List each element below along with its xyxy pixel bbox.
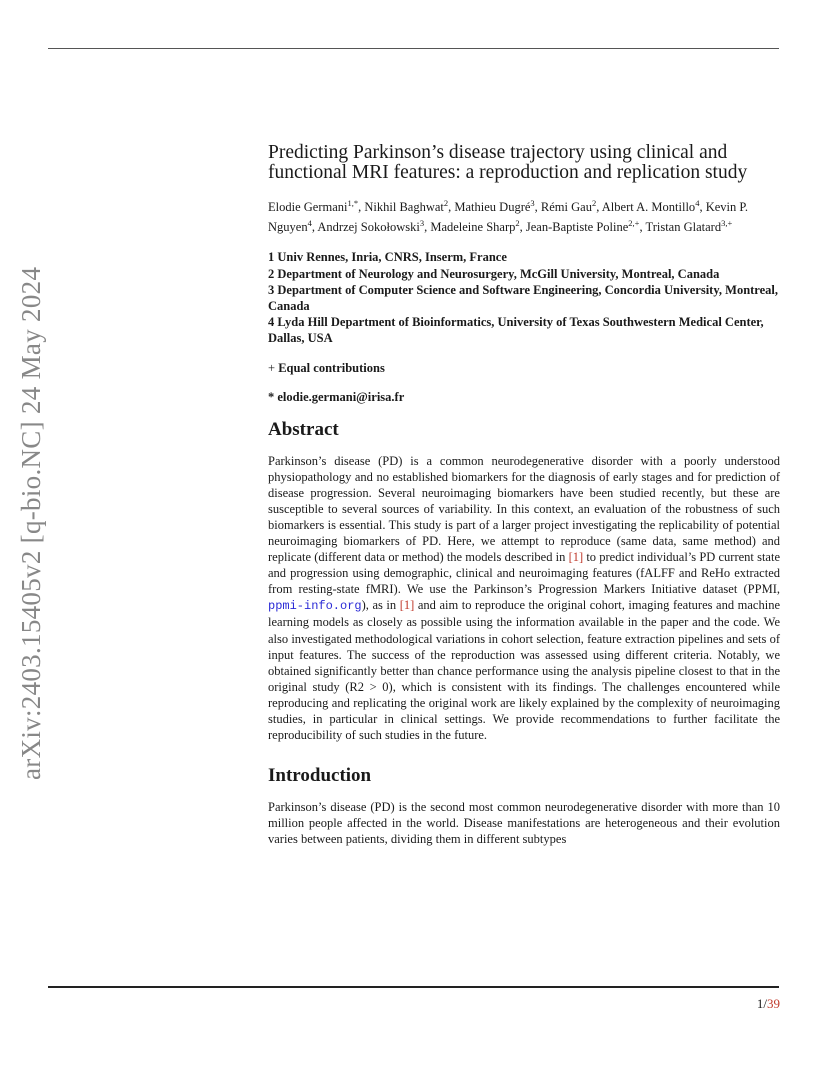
introduction-body: Parkinson’s disease (PD) is the second most common neurodegenerative disorder with more than 10 million people affected in the world. Disease manifestations are heterogeneous and their evolution varies between patients, dividing them in different subtypes xyxy=(268,800,780,847)
corresponding-author-note xyxy=(268,390,780,405)
author-affiliation-marker: 4 xyxy=(307,218,312,229)
author-affiliation-marker: 3 xyxy=(419,218,425,229)
citation-link[interactable]: [1] xyxy=(399,598,415,613)
author-name: Tristan Glatard xyxy=(645,220,722,235)
affiliation-2: 2 Department of Neurology and Neurosurgery, McGill University, Montreal, Canada xyxy=(268,266,720,281)
abstract-text-4: and aim to reproduce the original cohort, imaging features and machine learning models as closely as possible using the information available in the paper and the code. We also investigated methodological variations in cohort selection, feature extraction pipelines and sets of input features. The success of the reproduction was assessed using different criteria. Notably, we obtained significantly better than chance performance using the analysis pipeline closest to that in the original study (R2 > 0), which is consistent with its findings. The challenges encountered while reproducing and replicating the original work are likely explained by the complexity of neuroimaging studies, in particular in clinical settings. We provide recommendations to further facilitate the reproducibility of such studies in the future. xyxy=(268,598,780,743)
affiliations xyxy=(268,249,780,346)
abstract-text-1: Parkinson’s disease (PD) is a common neurodegenerative disorder with a poorly understood physiopathology and no established biomarkers for the diagnosis of early stages and for prediction of disease progression. Several neuroimaging biomarkers have been studied recently, but these are susceptible to several sources of variability. In this context, an evaluation of the robustness of such biomarkers is essential. This study is part of a larger project investigating the replicability of potential neuroimaging biomarkers of PD. Here, we attempt to reproduce (same data, same method) and replicate (different data or method) the models described in xyxy=(268,453,780,565)
author-affiliation-marker: 3 xyxy=(530,198,535,208)
author-name: Jean-Baptiste Poline xyxy=(525,220,629,235)
author-name: Kevin P. Nguyen xyxy=(268,200,749,235)
author-name: Nikhil Baghwat xyxy=(364,200,444,215)
citation-link[interactable]: [1] xyxy=(568,550,584,565)
affiliation-3: 3 Department of Computer Science and Software Engineering, Concordia University, Montreal, Canada xyxy=(268,282,779,313)
page-number xyxy=(757,996,780,1012)
author-affiliation-marker: 2,+ xyxy=(628,218,640,229)
author-name: Madeleine Sharp xyxy=(430,220,516,235)
author-affiliation-marker: 1,* xyxy=(347,198,359,208)
bottom-rule xyxy=(48,986,779,988)
author-name: Albert A. Montillo xyxy=(601,200,696,215)
page-total-link[interactable]: 39 xyxy=(767,996,780,1011)
paper-front-page xyxy=(268,143,780,870)
abstract-body xyxy=(268,453,780,744)
page-current: 1/ xyxy=(756,996,767,1011)
arxiv-sidebar-stamp: arXiv:2403.15405v2 [q-bio.NC] 24 May 2024 xyxy=(16,266,46,780)
corresponding-email[interactable]: elodie.germani@irisa.fr xyxy=(277,389,405,404)
equal-contrib-symbol: + xyxy=(268,360,276,375)
paper-title: Predicting Parkinson’s disease trajectory using clinical and functional MRI features: a reproduction and replication study xyxy=(268,142,748,183)
author-affiliation-marker: 2 xyxy=(443,198,449,208)
author-affiliation-marker: 3,+ xyxy=(721,218,733,229)
author-name: Elodie Germani xyxy=(268,200,348,215)
author-name: Rémi Gau xyxy=(540,200,592,215)
ppmi-link[interactable]: ppmi-info.org xyxy=(268,599,362,614)
equal-contributions-note xyxy=(268,361,780,376)
author-name: Mathieu Dugré xyxy=(454,200,531,215)
equal-contrib-text: Equal contributions xyxy=(278,360,385,375)
affiliation-1: 1 Univ Rennes, Inria, CNRS, Inserm, France xyxy=(268,250,507,265)
author-affiliation-marker: 2 xyxy=(515,218,520,229)
author-list: Elodie Germani$^{1,*}$, Nikhil Baghwat$^2$, Mathieu Dugré$^3$, Rémi Gau$^2$, Albert A. Montillo$^4$, Kevin P. Nguyen$^4$, Andrzej Sokołowski$^3$, Madeleine Sharp$^2$, Jean-Baptiste Poline$^{2,+}$, Tristan Glatard$^{3,+}$ xyxy=(268,198,749,235)
corresponding-symbol: * xyxy=(268,389,275,404)
author-name: Andrzej Sokołowski xyxy=(317,220,420,235)
author-affiliation-marker: 2 xyxy=(591,198,597,208)
abstract-text-3: ), as in xyxy=(361,598,400,613)
introduction-heading: Introduction xyxy=(268,765,372,787)
top-rule xyxy=(48,48,779,49)
abstract-text-2: to predict individual’s PD current state and progression using demographic, clinical and neuroimaging features (fALFF and ReHo extracted from resting-state fMRI). We use the Parkinson’s Progression Markers Initiative dataset (PPMI, xyxy=(268,550,780,597)
abstract-heading: Abstract xyxy=(268,418,339,440)
affiliation-4: 4 Lyda Hill Department of Bioinformatics, University of Texas Southwestern Medical Center, Dallas, USA xyxy=(268,315,764,346)
author-affiliation-marker: 4 xyxy=(695,198,700,208)
